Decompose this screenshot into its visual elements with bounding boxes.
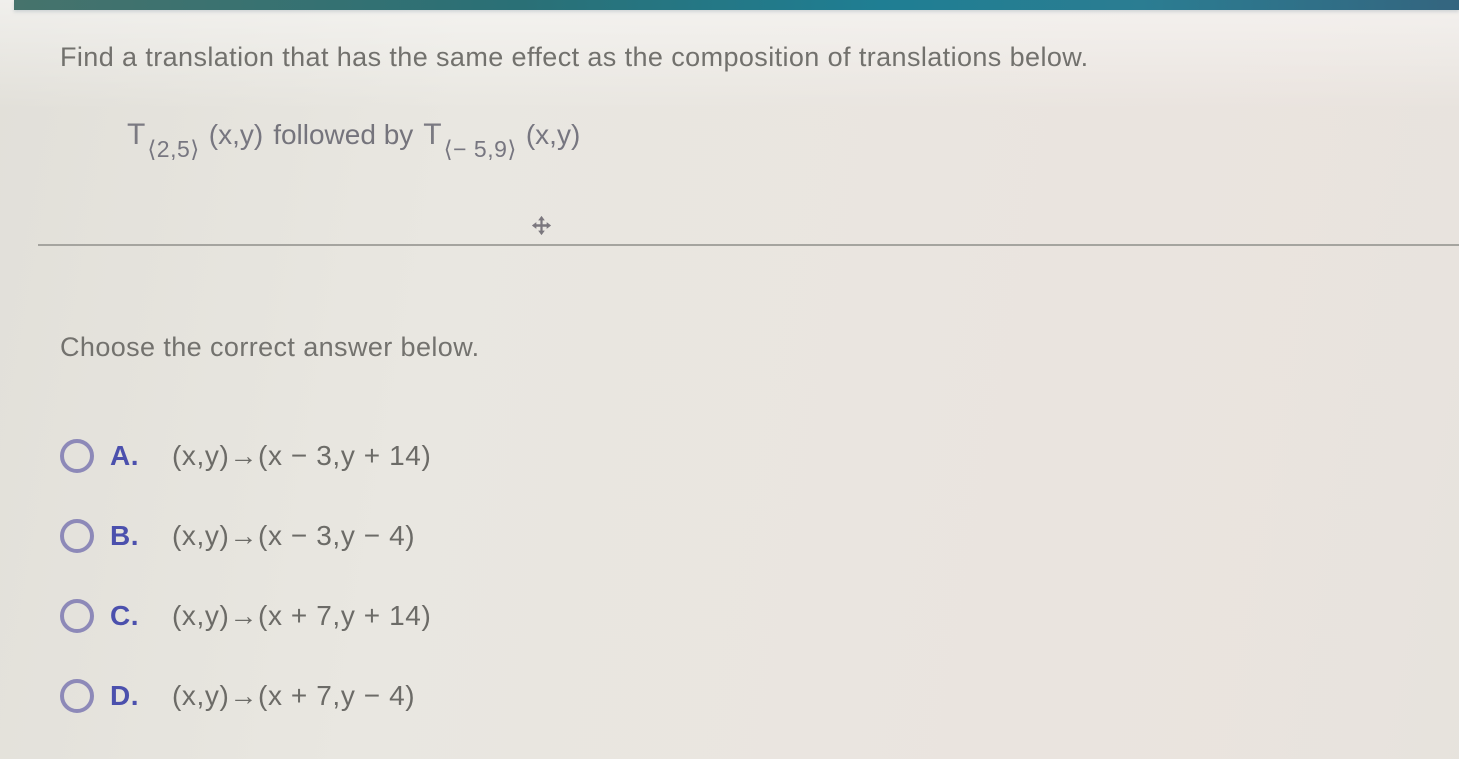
option-formula-d: (x,y)→(x + 7,y − 4)	[172, 680, 416, 711]
translation-1-symbol: T	[127, 118, 146, 151]
radio-button-c[interactable]	[60, 599, 94, 633]
answer-instruction: Choose the correct answer below.	[60, 332, 480, 362]
option-letter-b: B.	[110, 520, 139, 551]
answer-option-d[interactable]	[60, 678, 660, 714]
translation-2-symbol: T	[423, 118, 442, 151]
option-letter-d: D.	[110, 680, 139, 711]
option-formula-a: (x,y)→(x − 3,y + 14)	[172, 440, 432, 471]
translation-2-args: (x,y)	[525, 119, 581, 150]
option-letter-c: C.	[110, 600, 139, 631]
answer-option-b[interactable]	[60, 518, 660, 554]
option-formula-c: (x,y)→(x + 7,y + 14)	[172, 600, 432, 631]
section-divider	[38, 244, 1459, 246]
translation-2-subscript: ⟨− 5,9⟩	[443, 136, 517, 162]
translation-1-subscript: ⟨2,5⟩	[147, 136, 200, 162]
option-formula-b: (x,y)→(x − 3,y − 4)	[172, 520, 416, 551]
translation-expression	[127, 118, 590, 163]
answer-option-a[interactable]	[60, 438, 660, 474]
answer-options	[60, 438, 660, 758]
option-letter-a: A.	[110, 440, 139, 471]
radio-button-b[interactable]	[60, 519, 94, 553]
translation-1-args: (x,y)	[208, 119, 264, 150]
move-cursor-icon[interactable]	[531, 215, 552, 236]
followed-by-text: followed by	[273, 119, 414, 150]
radio-button-a[interactable]	[60, 439, 94, 473]
top-accent-bar	[14, 0, 1459, 10]
answer-option-c[interactable]	[60, 598, 660, 634]
question-prompt: Find a translation that has the same effect as the composition of translations below.	[60, 42, 1089, 72]
radio-button-d[interactable]	[60, 679, 94, 713]
